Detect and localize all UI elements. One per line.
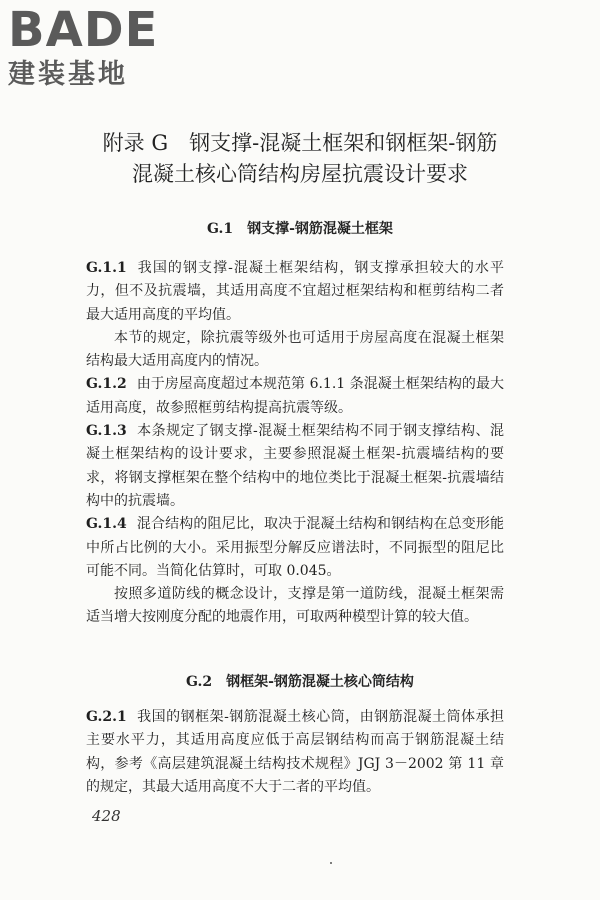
logo-subtitle: 建装基地 <box>8 59 128 90</box>
appendix-title-line2: 混凝土核心筒结构房屋抗震设计要求 <box>132 162 468 186</box>
clause-number: G.1.1 <box>86 260 127 276</box>
clause-number: G.2.1 <box>86 709 127 725</box>
section-g2-body <box>86 706 504 799</box>
clause-number: G.1.3 <box>86 423 127 440</box>
clause-g1-4-note: 按照多道防线的概念设计，支撑是第一道防线，混凝土框架需适当增大按刚度分配的地震作用，可取两种模型计算的较大值。 <box>86 586 504 626</box>
scan-speck <box>330 862 332 864</box>
clause-g1-1-note: 本节的规定，除抗震等级外也可适用于房屋高度在混凝土框架结构最大适用高度内的情况。 <box>86 329 504 370</box>
clause-number: G.1.4 <box>86 516 127 533</box>
clause-g1-1 <box>86 257 504 327</box>
appendix-title <box>0 128 600 190</box>
clause-g1-4 <box>86 513 504 583</box>
clause-text: 本条规定了钢支撑-混凝土框架结构不同于钢支撑结构、混凝土框架结构的设计要求，主要参照混凝土框架-抗震墙结构的要求，将钢支撑框架在整个结构中的地位类比于混凝土框架-抗震墙结构中的抗震墙。 <box>86 423 504 509</box>
clause-g1-2 <box>86 373 504 420</box>
section-heading-g1: G.1 钢支撑-钢筋混凝土框架 <box>207 221 393 237</box>
logo <box>8 4 158 90</box>
clause-text: 由于房屋高度超过本规范第 6.1.1 条混凝土框架结构的最大适用高度，故参照框剪结构提高抗震等级。 <box>86 376 504 416</box>
clause-text: 我国的钢支撑-混凝土框架结构，钢支撑承担较大的水平力，但不及抗震墙，其适用高度不宜超过框架结构和框剪结构二者最大适用高度的平均值。 <box>86 260 504 323</box>
clause-text: 我国的钢框架-钢筋混凝土核心筒，由钢筋混凝土筒体承担主要水平力，其适用高度应低于高层钢结构而高于钢筋混凝土结构，参考《高层建筑混凝土结构技术规程》JGJ 3－2002 第 11 章的规定，其最大适用高度不大于二者的平均值。 <box>86 709 504 795</box>
clause-text: 混合结构的阻尼比，取决于混凝土结构和钢结构在总变形能中所占比例的大小。采用振型分解反应谱法时，不同振型的阻尼比可能不同。当简化估算时，可取 0.045。 <box>86 516 504 579</box>
clause-g1-3 <box>86 420 504 513</box>
appendix-title-line1: 附录 G 钢支撑-混凝土框架和钢框架-钢筋 <box>102 131 498 155</box>
section-g1-body <box>86 257 504 630</box>
clause-number: G.1.2 <box>86 376 127 393</box>
logo-wordmark: BADE <box>8 2 159 58</box>
section-heading-g2: G.2 钢框架-钢筋混凝土核心筒结构 <box>186 674 414 690</box>
page-number: 428 <box>92 807 121 825</box>
clause-g2-1 <box>86 706 504 799</box>
